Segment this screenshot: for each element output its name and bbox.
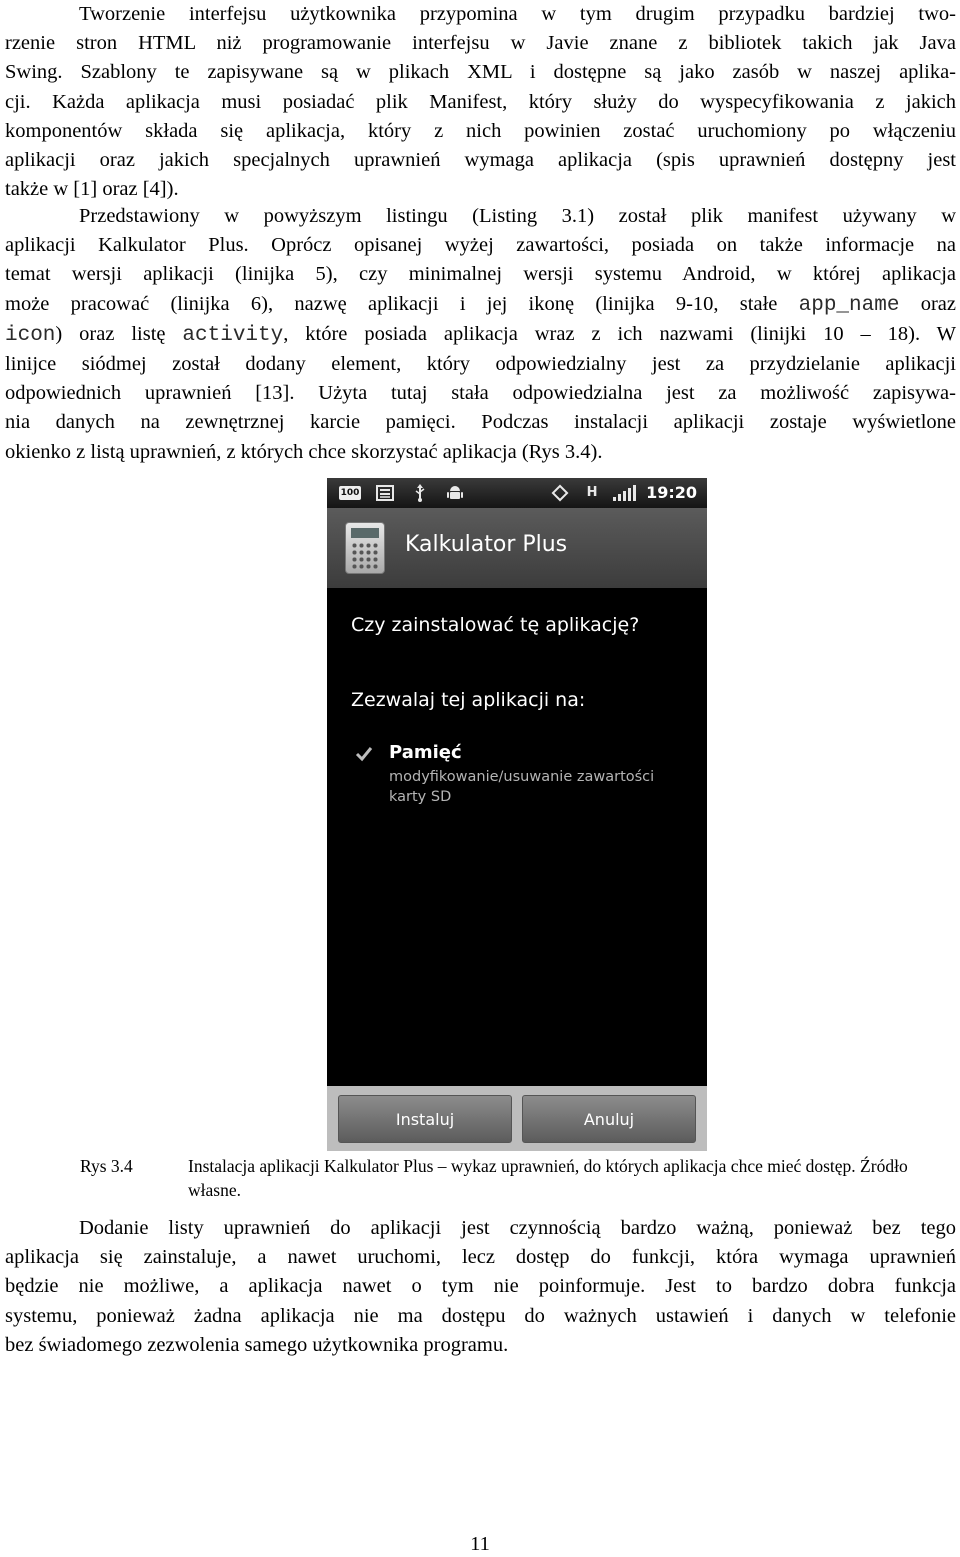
code-activity: activity [182, 323, 284, 347]
phone-screenshot [327, 478, 707, 1151]
cancel-button[interactable]: Anuluj [522, 1095, 696, 1143]
text-line [5, 320, 956, 350]
code-icon: icon [5, 323, 56, 347]
rotate-icon [549, 484, 571, 502]
paragraph-manifest [5, 202, 956, 467]
text-line: cji. Każda aplikacja musi posiadać plik Manifest, który służy do wyspecyfikowania z jakich [5, 90, 956, 113]
page-number: 11 [470, 1533, 490, 1555]
android-icon [444, 484, 466, 502]
list-icon [374, 484, 396, 502]
permission-name: Pamięć [389, 742, 462, 763]
text-line: systemu, ponieważ żadna aplikacja nie ma dostępu do ważnych ustawień i danych w telefonie [5, 1304, 956, 1327]
text-line: także w [1] oraz [4]). [5, 178, 179, 201]
text-line: odpowiednich uprawnień [13]. Użyta tutaj stała odpowiedzialna jest za możliwość zapisywa- [5, 382, 956, 405]
app-title-bar [327, 508, 707, 588]
text-line: bez świadomego zezwolenia samego użytkownika programu. [5, 1333, 509, 1356]
check-icon [355, 746, 373, 762]
calculator-icon [345, 522, 385, 574]
paragraph-intro [5, 0, 956, 204]
text-line: linijce siódmej został dodany element, który odpowiedzialny jest za przydzielanie aplikacji [5, 353, 956, 376]
text-fragment: oraz [899, 292, 956, 315]
text-line: rzenie stron HTML niż programowanie interfejsu w Javie znane z bibliotek takich jak Java [5, 32, 956, 55]
permissions-header: Zezwalaj tej aplikacji na: [351, 689, 586, 711]
text-fragment: ) oraz listę [55, 322, 183, 345]
signal-icon [613, 485, 636, 501]
text-line: okienko z listą uprawnień, z których chce skorzystać aplikacja (Rys 3.4). [5, 440, 603, 463]
text-line: nia danych na zewnętrznej karcie pamięci. Podczas instalacji aplikacji zostaje wyświetlone [5, 411, 956, 434]
battery-icon [339, 484, 361, 502]
app-title: Kalkulator Plus [405, 532, 568, 557]
text-line: aplikacji Kalkulator Plus. Oprócz opisanej wyżej zawartości, posiada on także informacje na [5, 234, 956, 257]
install-question: Czy zainstalować tę aplikację? [351, 614, 640, 636]
text-line: Swing. Szablony te zapisywane są w plikach XML i dostępne są jako zasób w naszej aplika- [5, 61, 956, 84]
text-fragment: , które posiada aplikacja wraz z ich nazwami (linijki 10 – 18). W [283, 322, 956, 345]
text-line [5, 290, 956, 320]
text-line: Tworzenie interfejsu użytkownika przypomina w tym drugim przypadku bardziej two- [79, 3, 956, 25]
text-fragment: może pracować (linijka 6), nazwę aplikacji i jej ikonę (linijka 9-10, stałe [5, 292, 799, 315]
permission-description: modyfikowanie/usuwanie zawartości karty SD [389, 769, 655, 805]
text-line: będzie nie możliwe, a aplikacja nawet o tym nie poinformuje. Jest to bardzo dobra funkcja [5, 1275, 956, 1298]
install-button[interactable]: Instaluj [338, 1095, 512, 1143]
text-line: Przedstawiony w powyższym listingu (Listing 3.1) został plik manifest używany w [79, 205, 956, 227]
paragraph-permissions [5, 1214, 956, 1360]
text-line: Dodanie listy uprawnień do aplikacji jest czynnością bardzo ważną, ponieważ bez tego [79, 1217, 956, 1239]
text-line: aplikacji oraz jakich specjalnych uprawnień wymaga aplikacja (spis uprawnień dostępny jest [5, 149, 956, 172]
network-type-icon: H [586, 485, 598, 500]
text-line: aplikacja się zainstaluje, a nawet uruchomi, lecz dostęp do funkcji, która wymaga uprawnień [5, 1246, 956, 1269]
usb-icon [409, 484, 431, 502]
code-app-name: app_name [798, 293, 900, 317]
button-bar [327, 1086, 707, 1151]
status-clock: 19:20 [646, 483, 697, 502]
text-line: temat wersji aplikacji (linijka 5), czy minimalnej wersji systemu Android, w której aplikacja [5, 263, 956, 286]
status-bar [327, 478, 707, 508]
battery-level: 100 [340, 488, 360, 498]
text-line: komponentów składa się aplikacja, który z nich powinien zostać uruchomiony po włączeniu [5, 119, 956, 142]
figure-label: Rys 3.4 [80, 1156, 133, 1176]
figure-caption: Instalacja aplikacji Kalkulator Plus – wykaz uprawnień, do których aplikacja chce mieć dostęp. Źródło własne. [188, 1156, 908, 1200]
